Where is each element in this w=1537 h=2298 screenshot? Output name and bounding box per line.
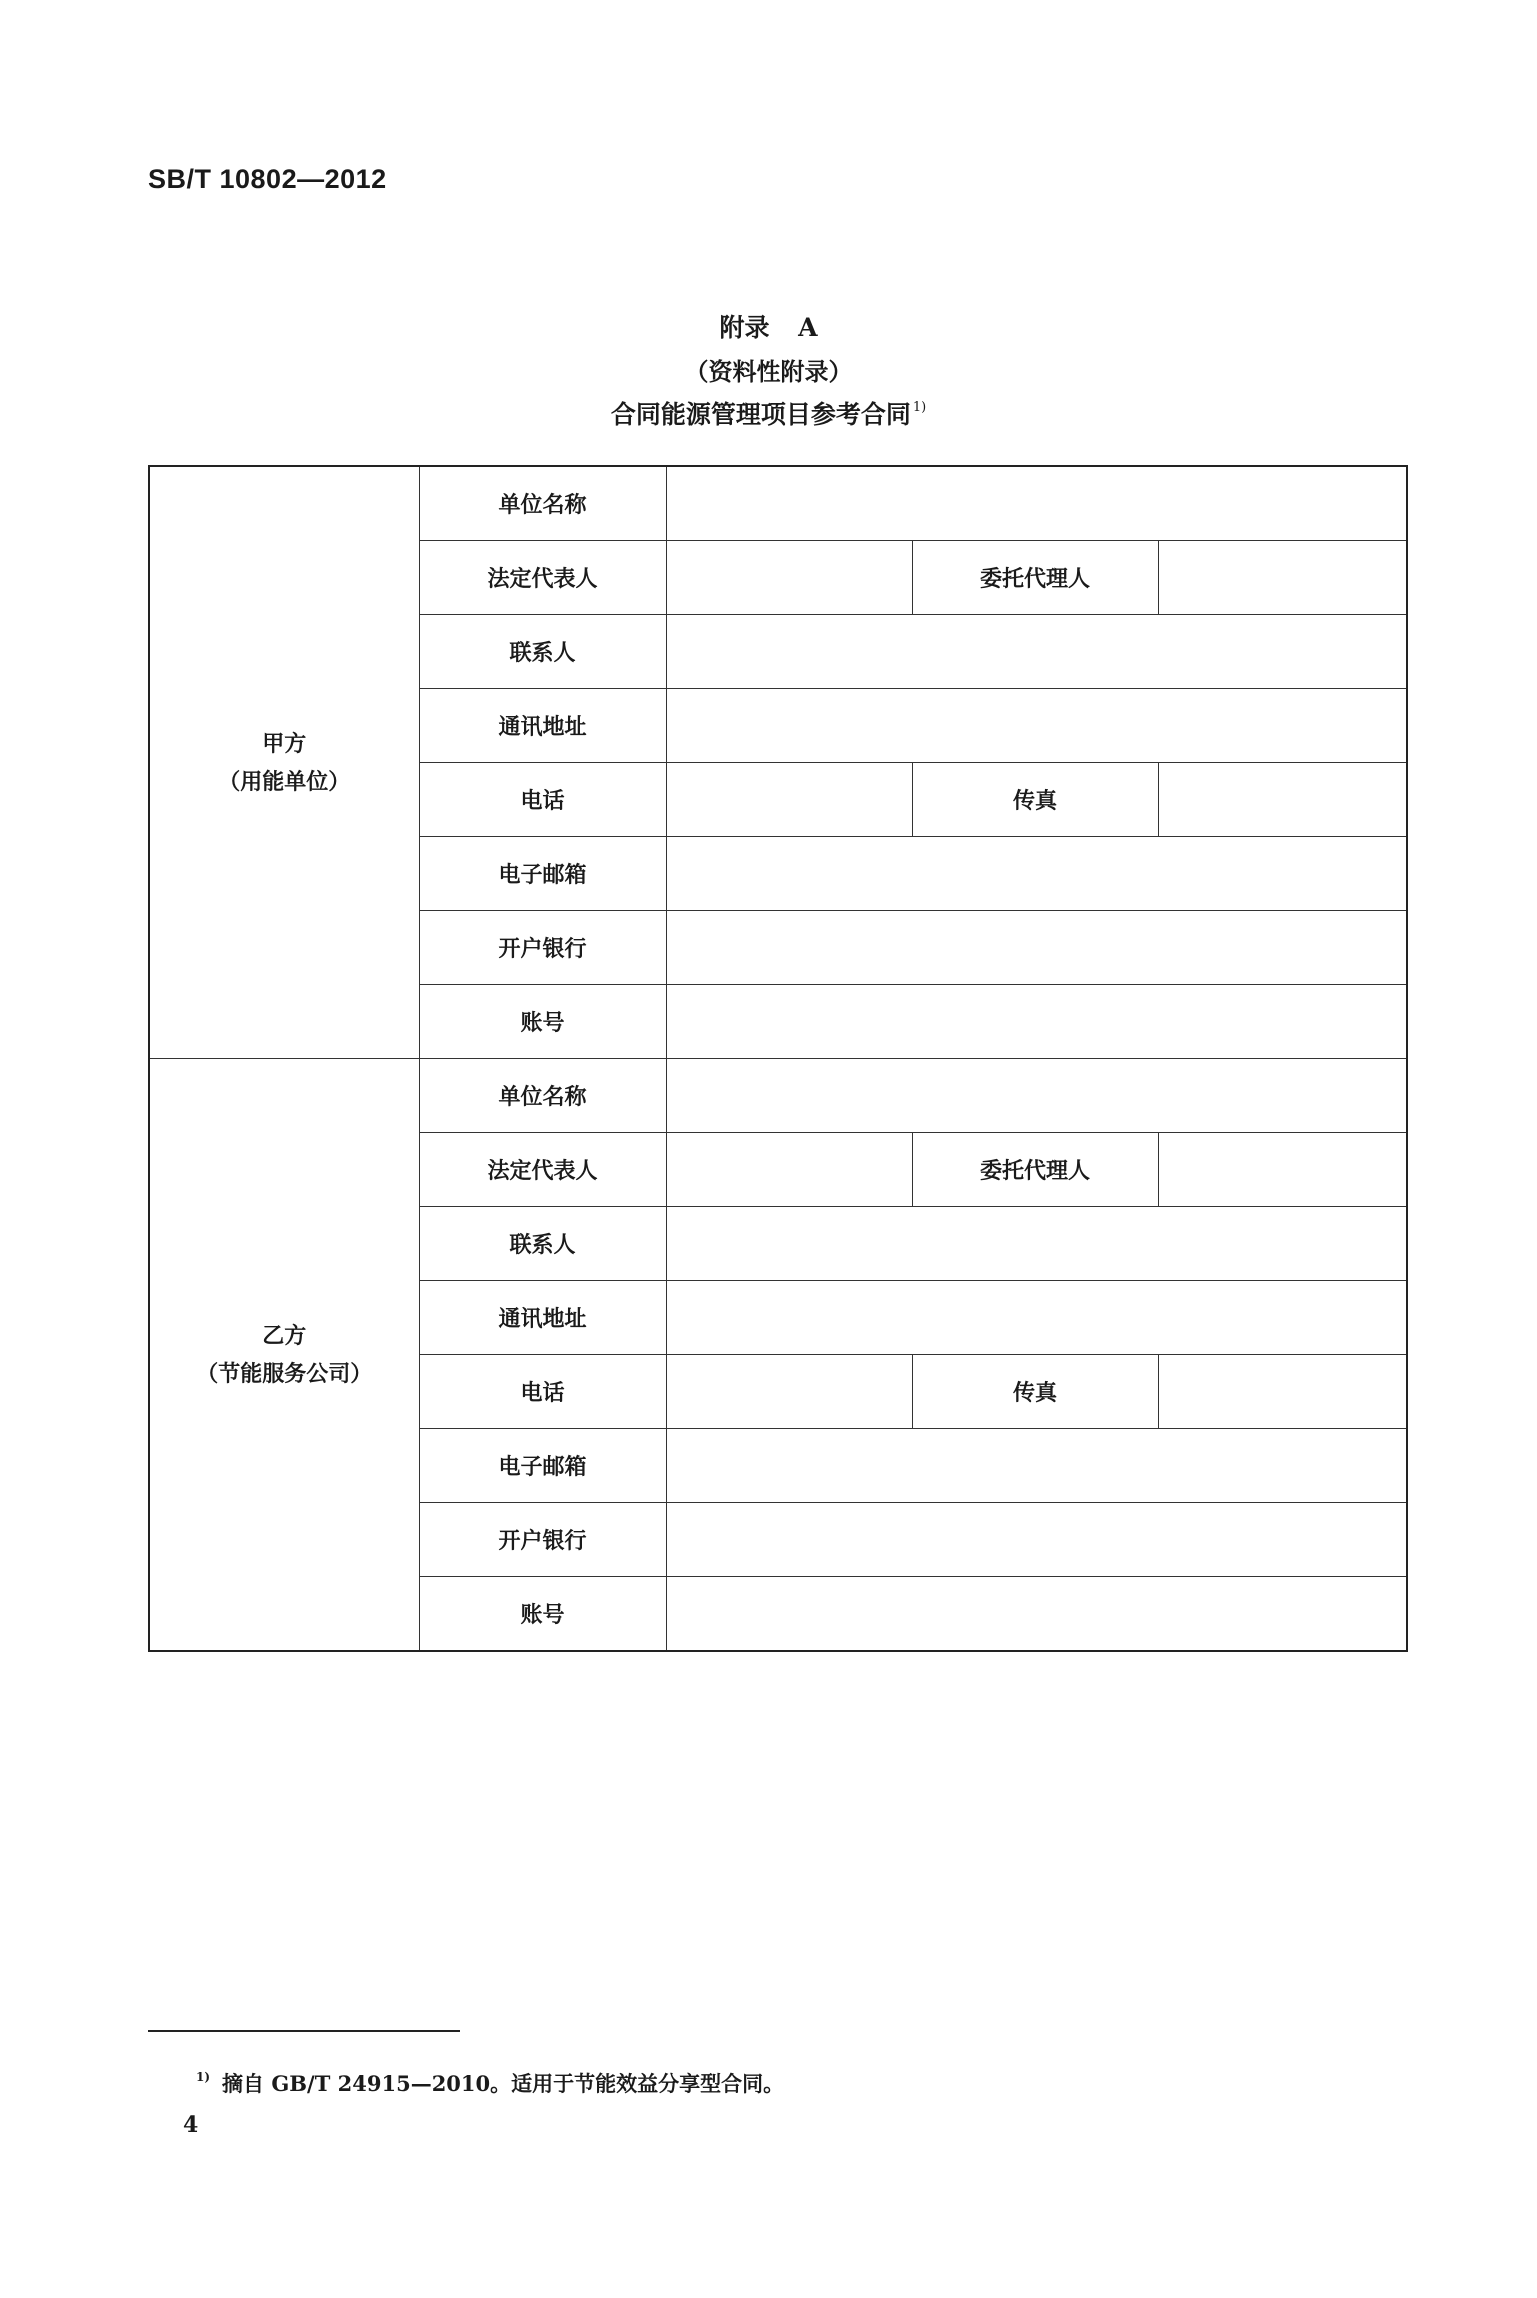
table-row xyxy=(149,1059,1407,1133)
party-b-email-field[interactable] xyxy=(666,1429,1407,1503)
party-a-address-field[interactable] xyxy=(666,689,1407,763)
party-a-name: 甲方 xyxy=(262,730,307,757)
party-a-agent-field[interactable] xyxy=(1158,541,1407,615)
contract-title xyxy=(0,395,1537,431)
party-a-unit-name-field[interactable] xyxy=(666,466,1407,541)
party-a-unit-name-label: 单位名称 xyxy=(419,466,666,541)
party-a-address-label: 通讯地址 xyxy=(419,689,666,763)
party-b-role: （节能服务公司） xyxy=(196,1360,373,1387)
party-a-bank-field[interactable] xyxy=(666,911,1407,985)
party-b-unit-name-field[interactable] xyxy=(666,1059,1407,1133)
contract-title-text: 合同能源管理项目参考合同 xyxy=(610,400,911,429)
standard-code: SB/T 10802—2012 xyxy=(148,164,387,194)
party-b-cell xyxy=(149,1059,419,1652)
party-b-phone-label: 电话 xyxy=(419,1355,666,1429)
party-b-account-label: 账号 xyxy=(419,1577,666,1652)
party-a-fax-label: 传真 xyxy=(912,763,1158,837)
party-b-unit-name-label: 单位名称 xyxy=(419,1059,666,1133)
party-b-fax-label: 传真 xyxy=(912,1355,1158,1429)
party-b-email-label: 电子邮箱 xyxy=(419,1429,666,1503)
party-b-phone-field[interactable] xyxy=(666,1355,912,1429)
party-a-contact-label: 联系人 xyxy=(419,615,666,689)
party-b-contact-field[interactable] xyxy=(666,1207,1407,1281)
party-b-address-label: 通讯地址 xyxy=(419,1281,666,1355)
party-a-legal-rep-field[interactable] xyxy=(666,541,912,615)
party-a-agent-label: 委托代理人 xyxy=(912,541,1158,615)
party-b-agent-field[interactable] xyxy=(1158,1133,1407,1207)
party-b-account-field[interactable] xyxy=(666,1577,1407,1652)
footnote-divider xyxy=(148,2030,460,2032)
party-a-account-field[interactable] xyxy=(666,985,1407,1059)
party-b-address-field[interactable] xyxy=(666,1281,1407,1355)
party-a-role: （用能单位） xyxy=(218,768,351,795)
party-b-agent-label: 委托代理人 xyxy=(912,1133,1158,1207)
party-a-email-label: 电子邮箱 xyxy=(419,837,666,911)
party-b-bank-field[interactable] xyxy=(666,1503,1407,1577)
appendix-heading: 附录 A xyxy=(719,313,818,342)
party-b-bank-label: 开户银行 xyxy=(419,1503,666,1577)
contract-party-table xyxy=(148,465,1408,1652)
party-a-phone-field[interactable] xyxy=(666,763,912,837)
party-a-cell xyxy=(149,466,419,1059)
appendix-type: （资料性附录） xyxy=(684,357,853,386)
footnote-ref: 1) xyxy=(912,400,927,415)
party-b-name: 乙方 xyxy=(262,1322,307,1349)
footnote xyxy=(196,2068,784,2098)
party-a-phone-label: 电话 xyxy=(419,763,666,837)
party-a-legal-rep-label: 法定代表人 xyxy=(419,541,666,615)
footnote-marker: 1) xyxy=(196,2070,211,2084)
party-b-fax-field[interactable] xyxy=(1158,1355,1407,1429)
party-a-account-label: 账号 xyxy=(419,985,666,1059)
page-number: 4 xyxy=(183,2112,199,2138)
party-a-bank-label: 开户银行 xyxy=(419,911,666,985)
party-a-email-field[interactable] xyxy=(666,837,1407,911)
table-row xyxy=(149,466,1407,541)
footnote-text: 摘自 GB/T 24915—2010。适用于节能效益分享型合同。 xyxy=(222,2071,785,2096)
party-a-contact-field[interactable] xyxy=(666,615,1407,689)
party-b-contact-label: 联系人 xyxy=(419,1207,666,1281)
party-b-legal-rep-label: 法定代表人 xyxy=(419,1133,666,1207)
party-a-fax-field[interactable] xyxy=(1158,763,1407,837)
party-b-legal-rep-field[interactable] xyxy=(666,1133,912,1207)
